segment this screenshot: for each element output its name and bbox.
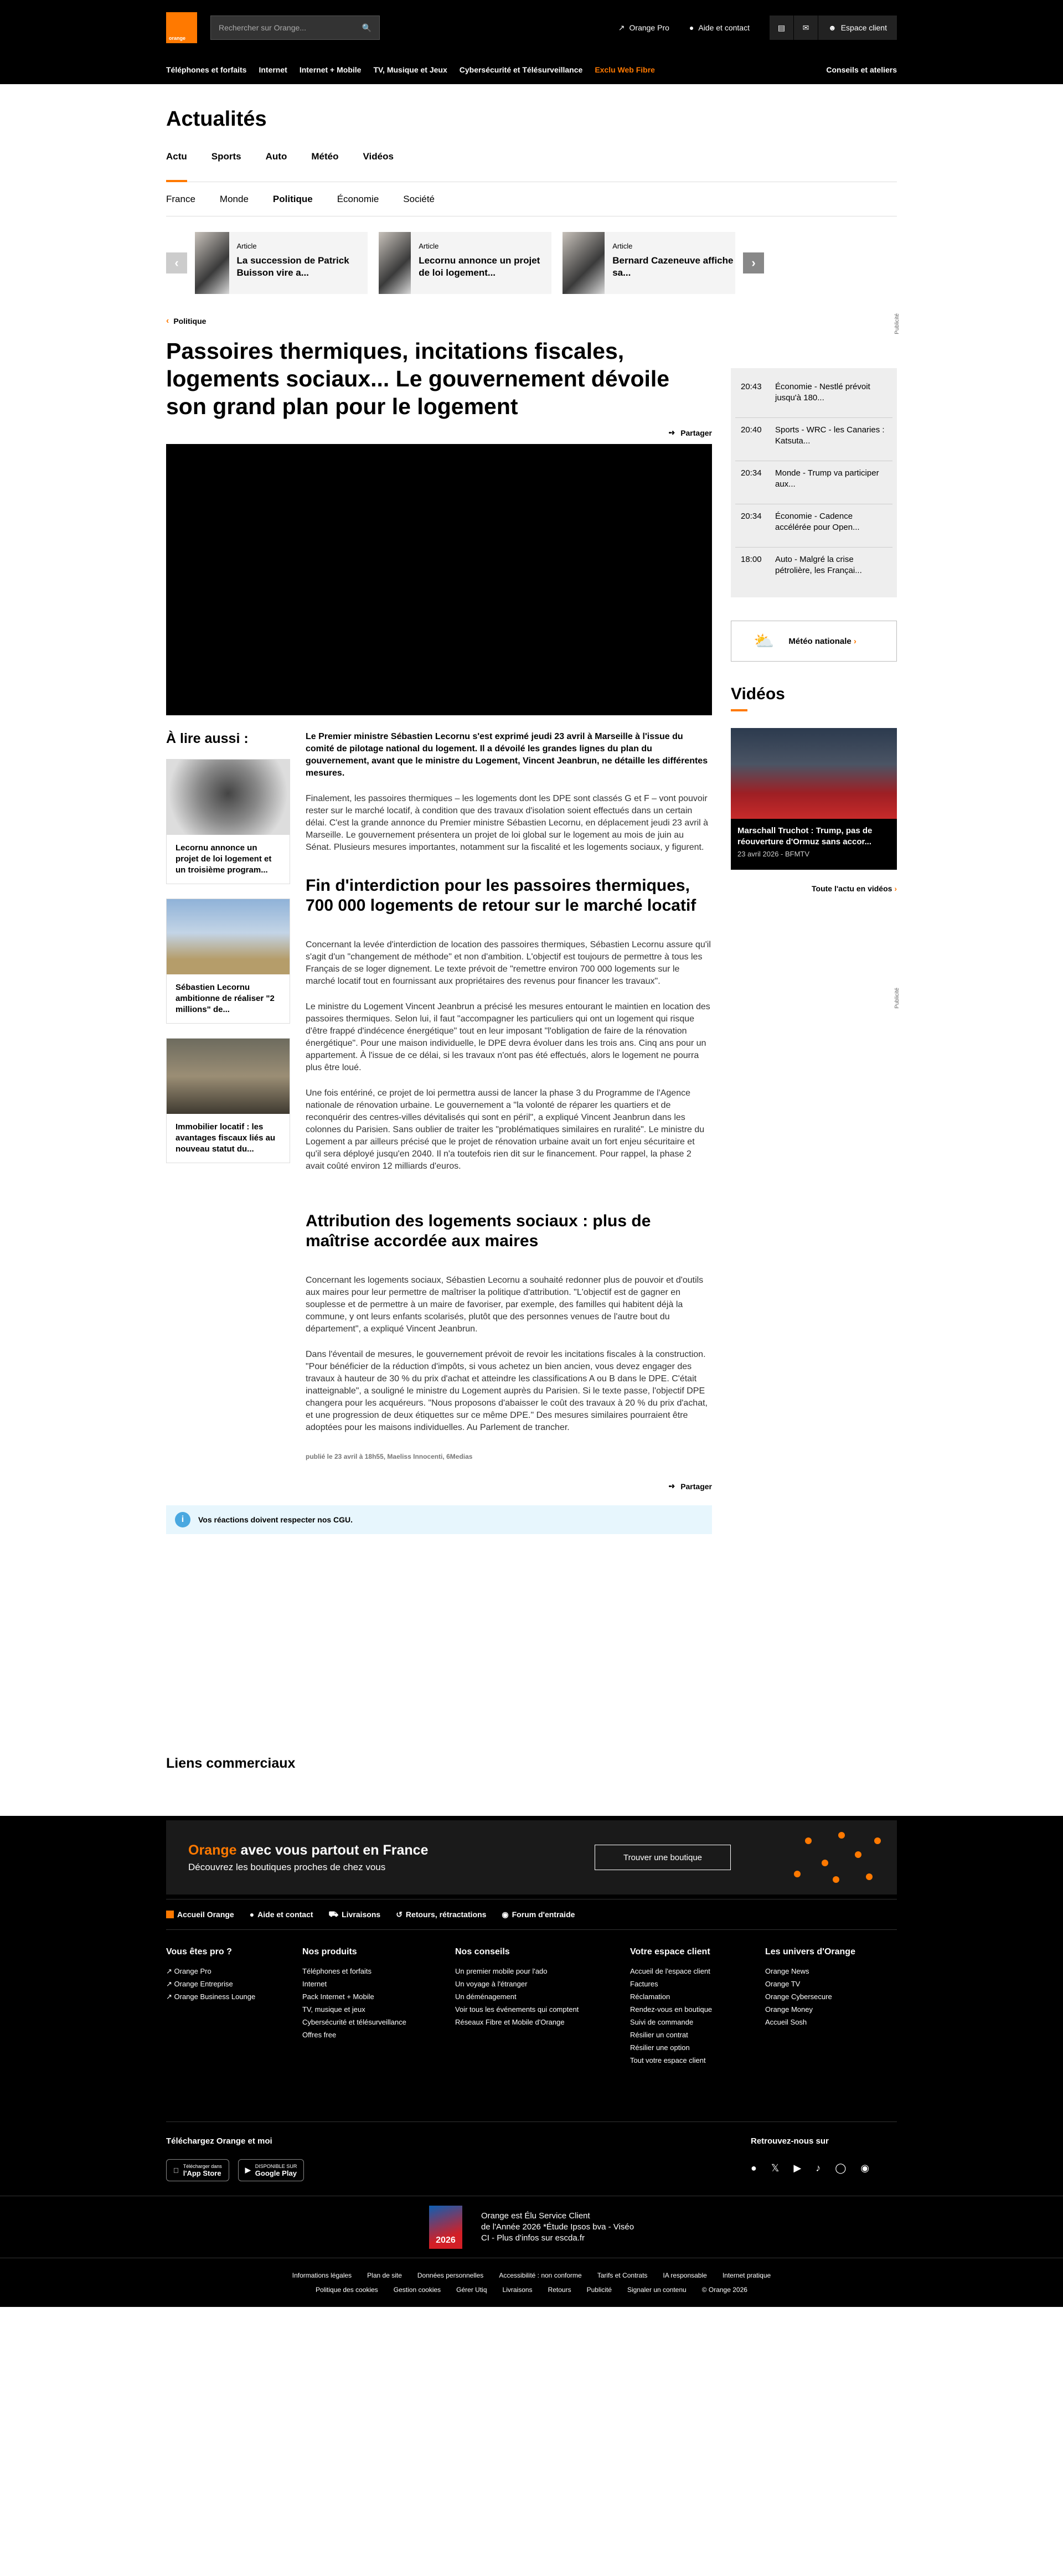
orange-pro-link[interactable]: ↗ Orange Pro: [618, 23, 669, 32]
footer-link[interactable]: Résilier une option: [630, 2043, 690, 2052]
related-card[interactable]: Sébastien Lecornu ambitionne de réaliser "2 millions" de...: [166, 899, 290, 1024]
legal-link[interactable]: Données personnelles: [417, 2272, 484, 2279]
share-icon: ➺: [668, 428, 675, 437]
carousel-prev-button[interactable]: ‹: [166, 252, 187, 273]
pub-label: Publicité: [894, 988, 900, 1009]
videos-title: Vidéos: [731, 685, 785, 703]
footer-link[interactable]: Internet: [302, 1980, 327, 1988]
footer-link[interactable]: Un déménagement: [455, 1992, 517, 2001]
paragraph: Le ministre du Logement Vincent Jeanbrun a précisé les mesures entourant le maintien en location des passoires thermiques. Selon lui, il faut "accompagner les particuliers qui ont un logement qui risque d'être frappé d'indécence énergétique" tout en leur imposant "l'obligation de faire de la rénovation énergétique". Pour une maison individuelle, le DPE devra évoluer dans les trois ans. Cinq ans pour un appartement. À l'issue de ce délai, si les travaux n'ont pas été effectués, alors le logement ne pourra plus être loué.: [306, 1002, 710, 1072]
subheading: Fin d'interdiction pour les passoires thermiques, 700 000 logements de retour sur le marché locatif: [306, 876, 696, 915]
footer-link[interactable]: Orange Money: [765, 2005, 813, 2014]
app-download: Téléchargez Orange et moi Télécharger dans l'App Store ▶ DISPONIBLE SUR Google Play Retrouvez-nous sur ● 𝕏 ▶ ♪ ◯ ◉: [166, 2121, 897, 2196]
legal-link[interactable]: Publicité: [586, 2286, 612, 2294]
footer-delivery-link[interactable]: ⛟ Livraisons: [328, 1909, 381, 1919]
help-link[interactable]: ● Aide et contact: [689, 23, 750, 32]
related-image: [167, 899, 290, 974]
footer-link[interactable]: Offres free: [302, 2031, 337, 2039]
cgu-notice: i Vos réactions doivent respecter nos CGU.: [166, 1505, 712, 1534]
footer-help-link[interactable]: ● Aide et contact: [249, 1910, 313, 1919]
all-videos-link[interactable]: Toute l'actu en vidéos ›: [812, 884, 897, 893]
footer-link[interactable]: Voir tous les événements qui comptent: [455, 2005, 579, 2014]
account-bar: [770, 16, 897, 40]
carousel-item[interactable]: Article La succession de Patrick Buisson vire a...: [195, 232, 368, 294]
nav-conseils[interactable]: Conseils et ateliers: [826, 65, 897, 74]
section-tabs: [166, 151, 897, 182]
return-icon: ↺: [396, 1909, 403, 1919]
carousel-next-button[interactable]: ›: [743, 252, 764, 273]
nav-exclu[interactable]: Exclu Web Fibre: [595, 65, 655, 74]
footer-link[interactable]: Résilier un contrat: [630, 2031, 688, 2039]
footer-link[interactable]: Orange TV: [765, 1980, 801, 1988]
google-play-badge[interactable]: ▶ DISPONIBLE SUR Google Play: [238, 2159, 305, 2181]
carousel-item[interactable]: Article Lecornu annonce un projet de loi logement...: [379, 232, 551, 294]
facebook-icon[interactable]: ●: [751, 2162, 757, 2174]
youtube-icon[interactable]: ▶: [793, 2162, 802, 2174]
paragraph: Dans l'éventail de mesures, le gouvernement prévoit de revoir les incitations fiscales à la construction. "Pour bénéficier de la réduction d'impôts, si vous achetez un bien ancien, vous devez engager des travaux à hauteur de 30 % du prix d'achat et atteindre les classifications A ou B dans le DPE. C'était inatteignable", a souligné le ministre du Logement auprès du Parisien. Si le texte passe, l'objectif DPE changera pour les acquéreurs. "Nous proposons d'abaisser le coût des travaux à 20 % du prix d'achat, et une progression de deux étiquettes sur ce même DPE." Des mesures similaires pourraient être adoptées pour les maisons individuelles. Au Parlement de trancher.: [306, 1350, 708, 1432]
related-articles: [166, 731, 290, 1463]
footer-link[interactable]: ↗ Orange Pro: [166, 1967, 211, 1975]
related-card[interactable]: Lecornu annonce un projet de loi logement et un troisième program...: [166, 759, 290, 884]
forum-icon: ◉: [502, 1909, 509, 1919]
footer-link[interactable]: TV, musique et jeux: [302, 2005, 365, 2014]
footer-link[interactable]: Factures: [630, 1980, 658, 1988]
legal-link[interactable]: IA responsable: [663, 2272, 707, 2279]
footer-link[interactable]: Suivi de commande: [630, 2018, 694, 2026]
related-card[interactable]: Immobilier locatif : les avantages fiscaux liés au nouveau statut du...: [166, 1038, 290, 1163]
videos-block: [731, 685, 897, 893]
account-button[interactable]: ☻ Espace client: [828, 23, 887, 32]
tiktok-icon[interactable]: ♪: [816, 2162, 821, 2174]
article-lead: Le Premier ministre Sébastien Lecornu s'est exprimé jeudi 23 avril à Marseille à l'issue du comité de pilotage national du logement. Il a dévoilé les grandes lignes du plan du gouvernement, avant que le ministre du Logement, Vincent Jeanbrun, ne détaille les différentes mesures.: [306, 732, 708, 778]
main-nav: [166, 55, 897, 84]
article-carousel: [166, 232, 897, 294]
mail-icon[interactable]: ✉: [794, 16, 818, 40]
instagram-icon[interactable]: ◯: [835, 2162, 847, 2174]
footer-link[interactable]: Orange News: [765, 1967, 809, 1975]
related-image: [167, 1039, 290, 1114]
sidebar: [731, 368, 897, 1534]
legal-link[interactable]: Signaler un contenu: [627, 2286, 687, 2294]
legal-link[interactable]: Plan de site: [367, 2272, 402, 2279]
footer-link[interactable]: Téléphones et forfaits: [302, 1967, 372, 1975]
footer-link[interactable]: Accueil de l'espace client: [630, 1967, 710, 1975]
user-icon: ☻: [828, 23, 837, 32]
legal-link[interactable]: Internet pratique: [722, 2272, 771, 2279]
meteo-link[interactable]: ⛅ Météo nationale ›: [731, 621, 897, 662]
breadcrumb[interactable]: ‹ Politique: [166, 316, 207, 326]
article: [166, 337, 712, 1534]
pinterest-icon[interactable]: ◉: [860, 2162, 870, 2174]
chevron-right-icon: ›: [853, 636, 856, 646]
nav-cyber[interactable]: Cybersécurité et Télésurveillance: [459, 65, 583, 74]
footer-link[interactable]: Orange Cybersecure: [765, 1992, 832, 2001]
nav-internet[interactable]: Internet: [259, 65, 287, 74]
info-icon: i: [175, 1512, 190, 1527]
title-underline: [731, 709, 747, 711]
footer-link[interactable]: Un premier mobile pour l'ado: [455, 1967, 548, 1975]
search-input[interactable]: Rechercher sur Orange... 🔍: [210, 16, 380, 40]
subtab-politique[interactable]: Politique: [272, 193, 313, 204]
legal-link[interactable]: Informations légales: [292, 2272, 352, 2279]
legal-link[interactable]: Retours: [548, 2286, 571, 2294]
ticker-item[interactable]: 20:34 Économie - Cadence accélérée pour Open...: [735, 504, 892, 548]
store-banner: Orange avec vous partout en France Découvrez les boutiques proches de chez vous Trouver une boutique: [0, 1816, 1063, 1899]
ticker-item[interactable]: 18:00 Auto - Malgré la crise pétrolière, les Françai...: [741, 555, 862, 575]
legal-link[interactable]: Livraisons: [502, 2286, 533, 2294]
share-button[interactable]: ➺ Partager: [668, 428, 712, 437]
article-title: Passoires thermiques, incitations fiscales, logements sociaux... Le gouvernement dévoile son grand plan pour le logement: [166, 338, 670, 419]
legal-link[interactable]: Gérer Utiq: [456, 2286, 487, 2294]
find-store-button[interactable]: Trouver une boutique: [595, 1845, 731, 1870]
video-card[interactable]: Marschall Truchot : Trump, pas de réouverture d'Ormuz sans accor... 23 avril 2026 - BFMTV: [731, 728, 897, 870]
tab-auto[interactable]: Auto: [265, 151, 287, 162]
pub-label: Publicité: [894, 313, 900, 334]
chevron-right-icon: ›: [894, 884, 897, 893]
footer-home-link[interactable]: Accueil Orange: [166, 1910, 234, 1919]
site-footer: [0, 1899, 1063, 2307]
card-icon[interactable]: ▤: [770, 16, 794, 40]
subtab-france[interactable]: France: [166, 193, 195, 204]
footer-link[interactable]: Accueil Sosh: [765, 2018, 807, 2026]
publication-info: publié le 23 avril à 18h55, Maeliss Innocenti, 6Medias: [306, 1453, 473, 1460]
search-icon[interactable]: 🔍: [362, 23, 371, 32]
footer-link[interactable]: Réclamation: [630, 1992, 670, 2001]
tab-videos[interactable]: Vidéos: [363, 151, 394, 162]
carousel-thumbnail: [379, 232, 411, 294]
tab-actu[interactable]: Actu: [166, 151, 187, 182]
carousel-thumbnail: [195, 232, 229, 294]
legal-link[interactable]: Accessibilité : non conforme: [499, 2272, 582, 2279]
footer-link[interactable]: Tout votre espace client: [630, 2056, 706, 2064]
footer-columns: Vous êtes pro ? ↗ Orange Pro ↗ Orange Entreprise ↗ Orange Business Lounge Nos produits Téléphones et forfaits Internet Pack Internet + Mobile TV, musique et jeux Cybersécurité et télésurveillance Offres free Nos conseils Un premier mobile pour l'ado Un voyage à l'étranger Un déménagement Voir tous les événements qui comptent Réseaux Fibre et Mobile d'Orange Votre espace client Accueil de l'espace client Factures Réclamation Rendez-vous en boutique Suivi de commande Résilier un contrat Résilier une option Tout votre espace client Les univers d'Orange Orange News Orange TV Orange Cybersecure Orange Money Accueil Sosh: [166, 1930, 897, 2121]
orange-square-icon: [166, 1911, 174, 1918]
chevron-left-icon: ‹: [166, 316, 169, 326]
carousel-thumbnail: [563, 232, 605, 294]
paragraph: Concernant les logements sociaux, Sébastien Lecornu a souhaité redonner plus de pouvoir et d'outils aux maires pour leur permettre de maîtriser la politique d'attribution. "L'objectif est de gagner en souplesse et de permettre à un maire de favoriser, par exemple, des familles qui habitent déjà la commune, y ont leurs enfants scolarisés, plutôt que des personnes venues de l'autre bout du département", a expliqué Vincent Jeanbrun.: [306, 1276, 704, 1334]
external-icon: ↗: [618, 23, 625, 32]
sub-tabs: [166, 182, 897, 216]
play-icon: ▶: [240, 2166, 246, 2174]
nav-internet-mobile[interactable]: Internet + Mobile: [299, 65, 362, 74]
paragraph: Une fois entériné, ce projet de loi permettra aussi de lancer la phase 3 du Programme de l'Agence nationale de rénovation urbaine. Le gouvernement a "la volonté de réparer les quartiers et de reconquérir des centres-villes dévitalisés qui sont en péril", a expliqué Vincent Jeanbrun dans les colonnes du Parisien. Sans oublier de traiter les "problématiques similaires en ruralité". Le ministre du Logement a par ailleurs précisé que le projet de rénovation urbaine avait un fort enjeu sécuritaire et qu'il sera déployé jusqu'en 2040. Il n'a toutefois rien dit sur le financement. Pour rappel, la phase 2 avait coûté environ 12 milliards d'euros.: [306, 1088, 705, 1171]
tab-sports[interactable]: Sports: [211, 151, 241, 162]
legal-link[interactable]: Gestion cookies: [393, 2286, 441, 2294]
subtab-societe[interactable]: Société: [403, 193, 435, 204]
nav-tv[interactable]: TV, Musique et Jeux: [373, 65, 447, 74]
subtab-economie[interactable]: Économie: [337, 193, 379, 204]
chat-icon: ●: [249, 1910, 255, 1919]
orange-logo[interactable]: orange: [166, 12, 197, 43]
subheading: Attribution des logements sociaux : plus de maîtrise accordée aux maires: [306, 1212, 651, 1250]
related-image: [167, 760, 290, 835]
news-ticker: [731, 368, 897, 597]
section-title: Actualités: [166, 107, 267, 131]
map-pins-icon: [775, 1824, 886, 1891]
weather-icon: ⛅: [754, 632, 775, 651]
chat-icon: ●: [689, 23, 694, 32]
app-store-badge[interactable]: Télécharger dans l'App Store: [166, 2159, 229, 2181]
footer-link[interactable]: ↗ Orange Entreprise: [166, 1980, 233, 1988]
footer-returns-link[interactable]: ↺ Retours, rétractations: [396, 1909, 487, 1919]
footer-link[interactable]: ↗ Orange Business Lounge: [166, 1992, 256, 2001]
legal-link[interactable]: Tarifs et Contrats: [597, 2272, 648, 2279]
ticker-item[interactable]: 20:40 Sports - WRC - les Canaries : Katsuta...: [735, 418, 892, 461]
commercial-links-title: Liens commerciaux: [166, 1756, 296, 1771]
share-icon: ➺: [668, 1481, 675, 1490]
site-header: [0, 0, 1063, 84]
ticker-item[interactable]: 20:43 Économie - Nestlé prévoit jusqu'à 180...: [735, 375, 892, 418]
tab-meteo[interactable]: Météo: [311, 151, 339, 162]
share-button[interactable]: ➺ Partager: [668, 1481, 712, 1491]
nav-phones[interactable]: Téléphones et forfaits: [166, 65, 247, 74]
paragraph: Finalement, les passoires thermiques – les logements dont les DPE sont classés G et F – vont pouvoir rester sur le marché locatif, à condition que des travaux d'isolation soient effectués dans un certain délai. C'est la grande annonce du Premier ministre Sébastien Lecornu, en déplacement jeudi 23 avril à Marseille. Le gouvernement présentera un projet de loi global sur le logement au mois de juin au Sénat. Plusieurs mesures importantes, notamment sur la fiscalité et les logements sociaux, y figurent.: [306, 794, 709, 852]
legal-links: [0, 2258, 1063, 2307]
escda-logo: 2026: [429, 2206, 462, 2249]
footer-link[interactable]: Rendez-vous en boutique: [630, 2005, 713, 2014]
footer-quick-links: [166, 1899, 897, 1930]
footer-link[interactable]: Pack Internet + Mobile: [302, 1992, 374, 2001]
related-title: À lire aussi :: [166, 731, 249, 746]
video-player[interactable]: [166, 444, 712, 715]
copyright: © Orange 2026: [701, 2286, 747, 2294]
apple-icon: [173, 2166, 179, 2175]
legal-link[interactable]: Politique des cookies: [316, 2286, 378, 2294]
service-client-award: 2026 Orange est Élu Service Client de l'Année 2026 *Étude Ipsos bva - Viséo CI - Plus d'infos sur escda.fr: [0, 2196, 1063, 2258]
truck-icon: ⛟: [328, 1909, 339, 1918]
article-body: [306, 731, 711, 1463]
ticker-item[interactable]: 20:34 Monde - Trump va participer aux...: [735, 461, 892, 504]
x-icon[interactable]: 𝕏: [771, 2162, 780, 2174]
footer-link[interactable]: Réseaux Fibre et Mobile d'Orange: [455, 2018, 565, 2026]
paragraph: Concernant la levée d'interdiction de location des passoires thermiques, Sébastien Lecornu assure qu'il s'agit d'un "changement de méthode" et non d'ambition. L'objectif est toujours de permettre à tous les Français de se loger dignement. Le texte prévoit de "remettre environ 700 000 logements sur le marché locatif tout en fournissant aux propriétaires des revenus pour financer les travaux".: [306, 940, 711, 986]
footer-forum-link[interactable]: ◉ Forum d'entraide: [502, 1909, 575, 1919]
footer-link[interactable]: Cybersécurité et télésurveillance: [302, 2018, 406, 2026]
subtab-monde[interactable]: Monde: [219, 193, 249, 204]
video-thumbnail: [731, 728, 897, 819]
carousel-item[interactable]: Article Bernard Cazeneuve affiche sa...: [563, 232, 735, 294]
footer-link[interactable]: Un voyage à l'étranger: [455, 1980, 528, 1988]
